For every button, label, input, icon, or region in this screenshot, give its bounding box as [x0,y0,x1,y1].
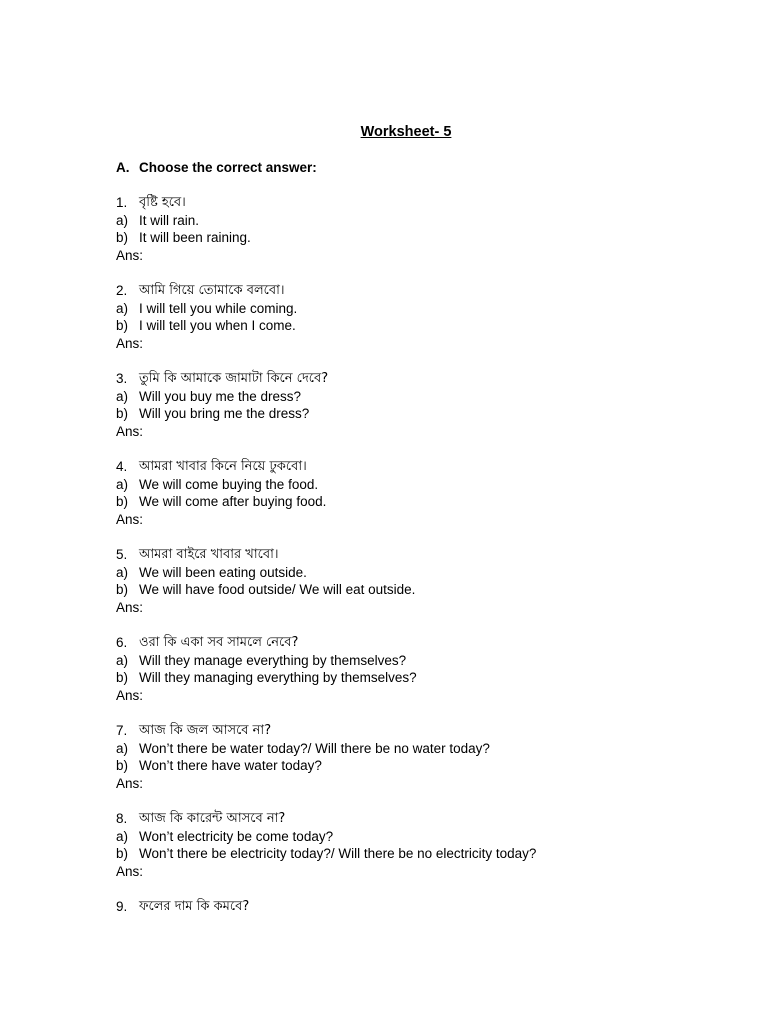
option-text: Won’t electricity be come today? [139,828,334,844]
question-block [116,810,736,898]
option-marker: b) [116,582,129,598]
answer-label: Ans: [116,687,144,703]
question-number: 5. [116,547,128,563]
option-text: I will tell you while coming. [139,300,298,316]
question-number: 6. [116,635,128,651]
question-number: 4. [116,459,128,475]
question-prompt-text: ফলের দাম কি কমবে? [139,898,250,914]
worksheet-content [116,159,736,916]
question-prompt-text: আমরা খাবার কিনে নিয়ে ঢুকবো। [139,459,307,475]
option-marker: b) [116,406,129,422]
question-number: 1. [116,195,128,211]
answer-label: Ans: [116,511,144,527]
answer-option [116,652,736,670]
question-number: 9. [116,898,128,914]
question-prompt [116,194,736,212]
question-prompt [116,458,736,476]
question-prompt-text: তুমি কি আমাকে জামাটা কিনে দেবে? [139,371,329,387]
question-block [116,282,736,370]
question-block [116,546,736,634]
answer-option [116,317,736,335]
option-marker: a) [116,300,129,316]
option-text: Won’t there be electricity today?/ Will there be no electricity today? [139,846,537,862]
worksheet-title: Worksheet- 5 [360,124,452,140]
option-text: We will have food outside/ We will eat outside. [139,582,416,598]
section-heading-text: Choose the correct answer: [139,160,317,175]
answer-label: Ans: [116,775,144,791]
option-text: It will been raining. [139,230,251,246]
option-text: Will they managing everything by themselves? [139,670,417,686]
question-prompt-text: আজ কি কারেন্ট আসবে না? [139,810,286,826]
option-marker: a) [116,388,129,404]
option-text: Won’t there be water today?/ Will there be no water today? [139,740,490,756]
question-prompt-text: আমরা বাইরে খাবার খাবো। [139,547,279,563]
question-prompt [116,810,736,828]
question-number: 2. [116,283,128,299]
option-text: Will you bring me the dress? [139,406,310,422]
option-marker: a) [116,212,129,228]
answer-option [116,828,736,846]
answer-option [116,581,736,599]
answer-option [116,493,736,511]
question-prompt-text: ওরা কি একা সব সামলে নেবে? [139,635,299,651]
option-text: Will you buy me the dress? [139,388,302,404]
question-block [116,634,736,722]
question-prompt [116,898,736,916]
option-marker: a) [116,828,129,844]
question-number: 3. [116,371,128,387]
question-prompt [116,282,736,300]
answer-option [116,300,736,318]
section-marker: A. [116,160,130,175]
option-marker: b) [116,758,129,774]
question-block [116,370,736,458]
question-prompt-text: আমি গিয়ে তোমাকে বলবো। [139,283,285,299]
answer-option [116,740,736,758]
question-list [116,194,736,915]
option-marker: a) [116,652,129,668]
answer-label: Ans: [116,335,144,351]
answer-option [116,564,736,582]
answer-option [116,229,736,247]
option-text: Won’t there have water today? [139,758,322,774]
answer-option [116,757,736,775]
answer-label: Ans: [116,863,144,879]
question-prompt-text: আজ কি জল আসবে না? [139,723,272,738]
answer-label: Ans: [116,423,144,439]
question-block [116,898,736,916]
option-text: We will come after buying food. [139,494,327,510]
option-text: I will tell you when I come. [139,318,296,334]
question-number: 7. [116,723,128,738]
answer-label: Ans: [116,247,144,263]
option-marker: a) [116,564,129,580]
option-text: We will been eating outside. [139,564,307,580]
answer-option [116,212,736,230]
answer-option [116,405,736,423]
answer-option [116,845,736,863]
question-prompt [116,634,736,652]
option-text: It will rain. [139,212,200,228]
answer-option [116,669,736,687]
question-prompt [116,546,736,564]
option-marker: b) [116,670,129,686]
question-number: 8. [116,810,128,826]
question-block [116,458,736,546]
question-block [116,194,736,282]
option-marker: b) [116,318,129,334]
question-prompt [116,722,736,740]
option-text: Will they manage everything by themselves? [139,652,407,668]
section-heading [116,159,736,177]
question-prompt [116,370,736,388]
option-marker: a) [116,476,129,492]
option-marker: b) [116,846,129,862]
option-text: We will come buying the food. [139,476,319,492]
answer-option [116,388,736,406]
option-marker: b) [116,494,129,510]
option-marker: b) [116,230,129,246]
option-marker: a) [116,740,129,756]
answer-label: Ans: [116,599,144,615]
answer-option [116,476,736,494]
question-block [116,722,736,810]
question-prompt-text: বৃষ্টি হবে। [139,195,186,211]
